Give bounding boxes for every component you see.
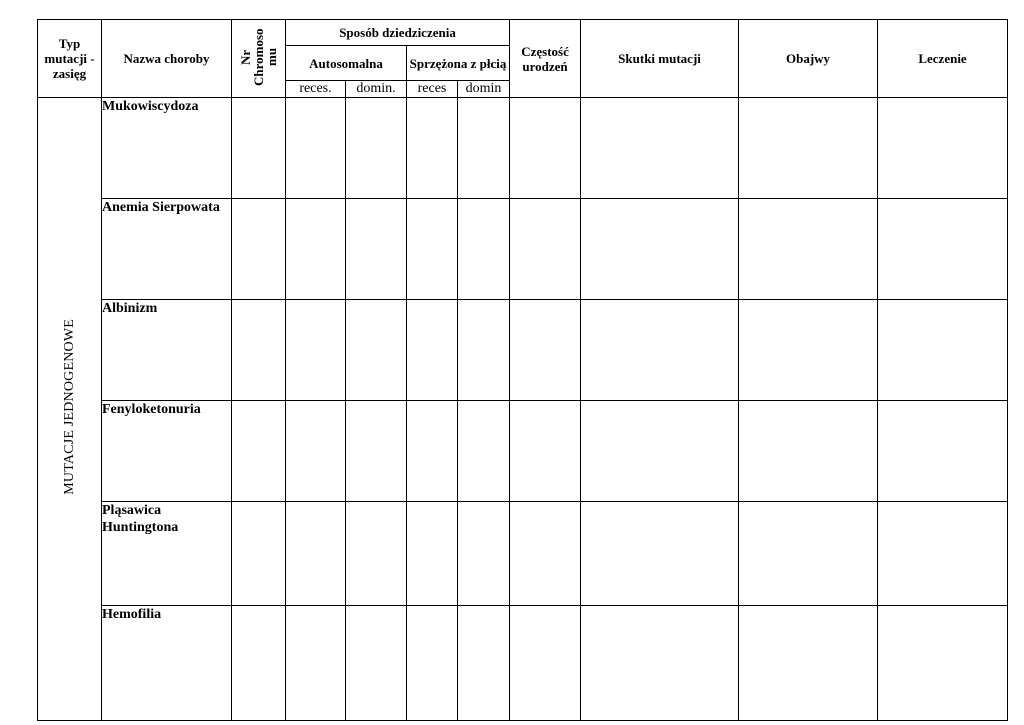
table-cell	[407, 300, 458, 401]
table-cell	[510, 98, 581, 199]
table-cell	[458, 199, 510, 300]
table-cell	[407, 606, 458, 721]
table-cell	[739, 401, 878, 502]
table-cell	[739, 606, 878, 721]
table-cell	[407, 98, 458, 199]
header-auto-domin: domin.	[346, 81, 407, 98]
table-cell	[878, 606, 1008, 721]
table-cell	[346, 199, 407, 300]
table-cell	[346, 401, 407, 502]
header-leczenie: Leczenie	[878, 20, 1008, 98]
table-cell	[458, 606, 510, 721]
table-cell	[407, 199, 458, 300]
table-cell	[346, 300, 407, 401]
table-cell	[346, 502, 407, 606]
table-cell	[232, 401, 286, 502]
table-cell	[878, 401, 1008, 502]
table-cell	[510, 401, 581, 502]
header-sprz-reces: reces	[407, 81, 458, 98]
table-cell	[878, 98, 1008, 199]
table-cell	[286, 199, 346, 300]
table-cell	[232, 199, 286, 300]
table-row	[38, 401, 1008, 502]
table-row	[38, 606, 1008, 721]
table-cell	[510, 199, 581, 300]
table-cell	[581, 502, 739, 606]
table-row	[38, 199, 1008, 300]
disease-name: Albinizm	[102, 300, 232, 401]
table-cell	[510, 502, 581, 606]
category-cell	[38, 98, 102, 721]
table-cell	[581, 401, 739, 502]
table-cell	[407, 502, 458, 606]
disease-name: Fenyloketonuria	[102, 401, 232, 502]
header-skutki-mutacji: Skutki mutacji	[581, 20, 739, 98]
table-cell	[232, 300, 286, 401]
table-cell	[286, 300, 346, 401]
table-cell	[232, 502, 286, 606]
table-cell	[878, 502, 1008, 606]
table-cell	[458, 98, 510, 199]
header-sprz-domin: domin	[458, 81, 510, 98]
table-cell	[581, 300, 739, 401]
header-sposob-dziedziczenia: Sposób dziedziczenia	[286, 20, 510, 46]
table-cell	[286, 98, 346, 199]
table-cell	[739, 300, 878, 401]
table-cell	[458, 502, 510, 606]
table-cell	[407, 401, 458, 502]
table-cell	[346, 98, 407, 199]
table-row	[38, 502, 1008, 606]
table-cell	[581, 98, 739, 199]
table-cell	[739, 502, 878, 606]
table-cell	[510, 606, 581, 721]
disease-name: Pląsawica Huntingtona	[102, 502, 232, 606]
table-cell	[581, 606, 739, 721]
header-typ-mutacji: Typ mutacji - zasięg	[38, 20, 102, 98]
table-cell	[286, 401, 346, 502]
header-nr-chromosomu	[232, 20, 286, 98]
table-cell	[286, 502, 346, 606]
table-cell	[510, 300, 581, 401]
table-cell	[232, 606, 286, 721]
header-nazwa-choroby: Nazwa choroby	[102, 20, 232, 98]
header-auto-reces: reces.	[286, 81, 346, 98]
disease-table	[37, 19, 1008, 721]
disease-name: Anemia Sierpowata	[102, 199, 232, 300]
header-autosomalna: Autosomalna	[286, 46, 407, 81]
table-cell	[458, 300, 510, 401]
table-row	[38, 98, 1008, 199]
table-cell	[346, 606, 407, 721]
table-cell	[581, 199, 739, 300]
header-nr-chromosomu-text: Nr Chromoso mu	[238, 28, 279, 86]
table-cell	[232, 98, 286, 199]
header-czestosc-urodzen: Częstość urodzeń	[510, 20, 581, 98]
table-cell	[458, 401, 510, 502]
header-objawy: Obajwy	[739, 20, 878, 98]
table-cell	[286, 606, 346, 721]
disease-name: Hemofilia	[102, 606, 232, 721]
table-cell	[878, 300, 1008, 401]
table-cell	[739, 98, 878, 199]
table-cell	[739, 199, 878, 300]
table-row	[38, 300, 1008, 401]
category-label: MUTACJE JEDNOGENOWE	[61, 318, 77, 495]
header-sprzezona: Sprzężona z płcią	[407, 46, 510, 81]
disease-name: Mukowiscydoza	[102, 98, 232, 199]
table-cell	[878, 199, 1008, 300]
